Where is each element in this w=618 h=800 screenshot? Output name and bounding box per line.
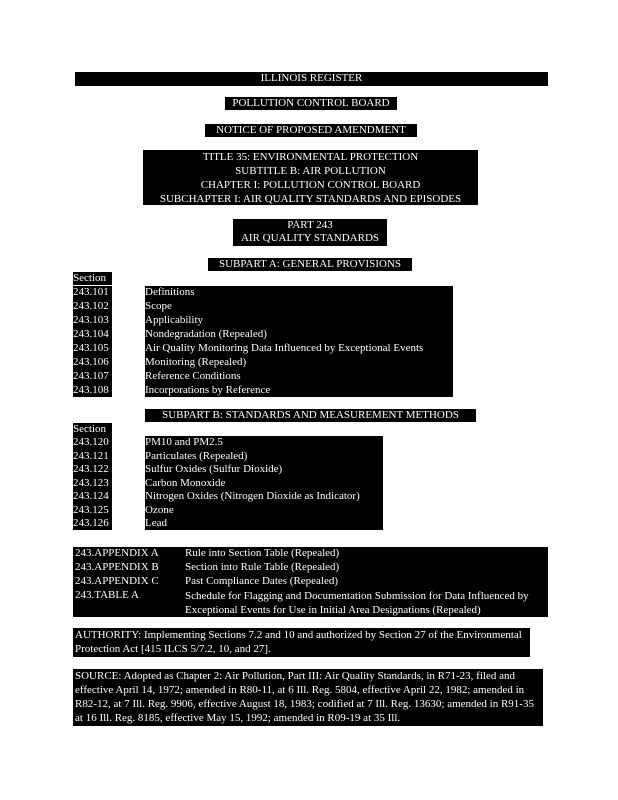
section-number: 243.106	[73, 356, 109, 368]
section-title: Reference Conditions	[145, 370, 241, 382]
section-title: PM10 and PM2.5	[145, 436, 223, 448]
section-number: 243.101	[73, 286, 109, 298]
section-number: 243.104	[73, 328, 109, 340]
title-block	[143, 150, 478, 205]
register-title: ILLINOIS REGISTER	[260, 72, 363, 84]
subchapter-line: SUBCHAPTER I: AIR QUALITY STANDARDS AND EPISODES	[159, 193, 462, 205]
appendix-number: 243.APPENDIX C	[75, 575, 159, 587]
section-title: Ozone	[145, 503, 174, 516]
section-title: Lead	[145, 517, 167, 529]
part-name: AIR QUALITY STANDARDS	[240, 232, 380, 244]
section-title: Scope	[145, 300, 172, 312]
section-title: Definitions	[145, 286, 195, 298]
section-title: Incorporations by Reference	[145, 384, 271, 396]
subpart-a-titles	[145, 286, 453, 397]
part-number: PART 243	[287, 219, 333, 231]
chapter-line: CHAPTER I: POLLUTION CONTROL BOARD	[200, 179, 421, 191]
subpart-a-heading: SUBPART A: GENERAL PROVISIONS	[208, 258, 412, 271]
section-number: 243.102	[73, 300, 109, 312]
part-block	[233, 219, 387, 246]
appendix-number: 243.APPENDIX A	[75, 547, 159, 559]
appendix-title: Past Compliance Dates (Repealed)	[185, 575, 339, 587]
section-number: 243.120	[73, 436, 109, 448]
appendices-block	[73, 547, 548, 617]
subpart-b-heading: SUBPART B: STANDARDS AND MEASUREMENT METHODS	[145, 409, 476, 422]
section-title: Applicability	[145, 314, 204, 326]
section-title: Monitoring (Repealed)	[145, 356, 247, 368]
section-title: Nitrogen Oxides (Nitrogen Dioxide as Indicator)	[145, 490, 360, 502]
section-title: Particulates (Repealed)	[145, 449, 248, 462]
title-line: TITLE 35: ENVIRONMENTAL PROTECTION	[202, 151, 419, 163]
section-number: 243.105	[73, 342, 109, 354]
section-number: 243.125	[73, 503, 109, 516]
source-note: SOURCE: Adopted as Chapter 2: Air Pollution, Part III: Air Quality Standards, in R71-23, filed and effective April 14, 1972; amended in R80-11, at 6 Ill. Reg. 5804, effective April 22, 1982; amended in R82-12, at 7 Ill. Reg. 9906, effective August 18, 1983; codified at 7 Ill. Reg. 13630; amended in R91-35 at 16 Ill. Reg. 8185, effective May 15, 1992; amended in R09-19 at 35 Ill.	[73, 669, 543, 726]
appendix-title: Schedule for Flagging and Documentation Submission for Data Influenced by Exceptional Events for Use in Initial Area Designations (Repealed)	[185, 590, 529, 616]
section-number: 243.123	[73, 476, 109, 489]
section-title: Nondegradation (Repealed)	[145, 328, 267, 340]
section-title: Sulfur Oxides (Sulfur Dioxide)	[145, 463, 283, 475]
subtitle-line: SUBTITLE B: AIR POLLUTION	[235, 165, 386, 177]
board-name: POLLUTION CONTROL BOARD	[225, 97, 397, 110]
register-header-bar	[75, 72, 548, 86]
section-number: 243.107	[73, 370, 109, 382]
section-number: 243.124	[73, 490, 109, 502]
subpart-b-section-label: Section	[73, 423, 112, 436]
authority-note: AUTHORITY: Implementing Sections 7.2 and 10 and authorized by Section 27 of the Environmental Protection Act [415 ILCS 5/7.2, 10, and 27].	[73, 628, 530, 657]
subpart-a-numbers	[73, 286, 112, 397]
subpart-b-titles	[145, 436, 383, 530]
subpart-a-section-label: Section	[73, 272, 112, 285]
section-number: 243.126	[73, 517, 109, 529]
appendix-title: Section into Rule Table (Repealed)	[185, 561, 340, 573]
section-number: 243.108	[73, 384, 109, 396]
section-number: 243.121	[73, 449, 109, 462]
appendix-number: 243.TABLE A	[75, 589, 139, 601]
section-number: 243.103	[73, 314, 109, 326]
section-title: Air Quality Monitoring Data Influenced by Exceptional Events	[145, 342, 424, 354]
subpart-b-numbers	[73, 436, 112, 530]
section-title: Carbon Monoxide	[145, 476, 226, 489]
section-number: 243.122	[73, 463, 109, 475]
appendix-title: Rule into Section Table (Repealed)	[185, 547, 340, 559]
notice-title: NOTICE OF PROPOSED AMENDMENT	[205, 124, 417, 137]
appendix-number: 243.APPENDIX B	[75, 561, 159, 573]
